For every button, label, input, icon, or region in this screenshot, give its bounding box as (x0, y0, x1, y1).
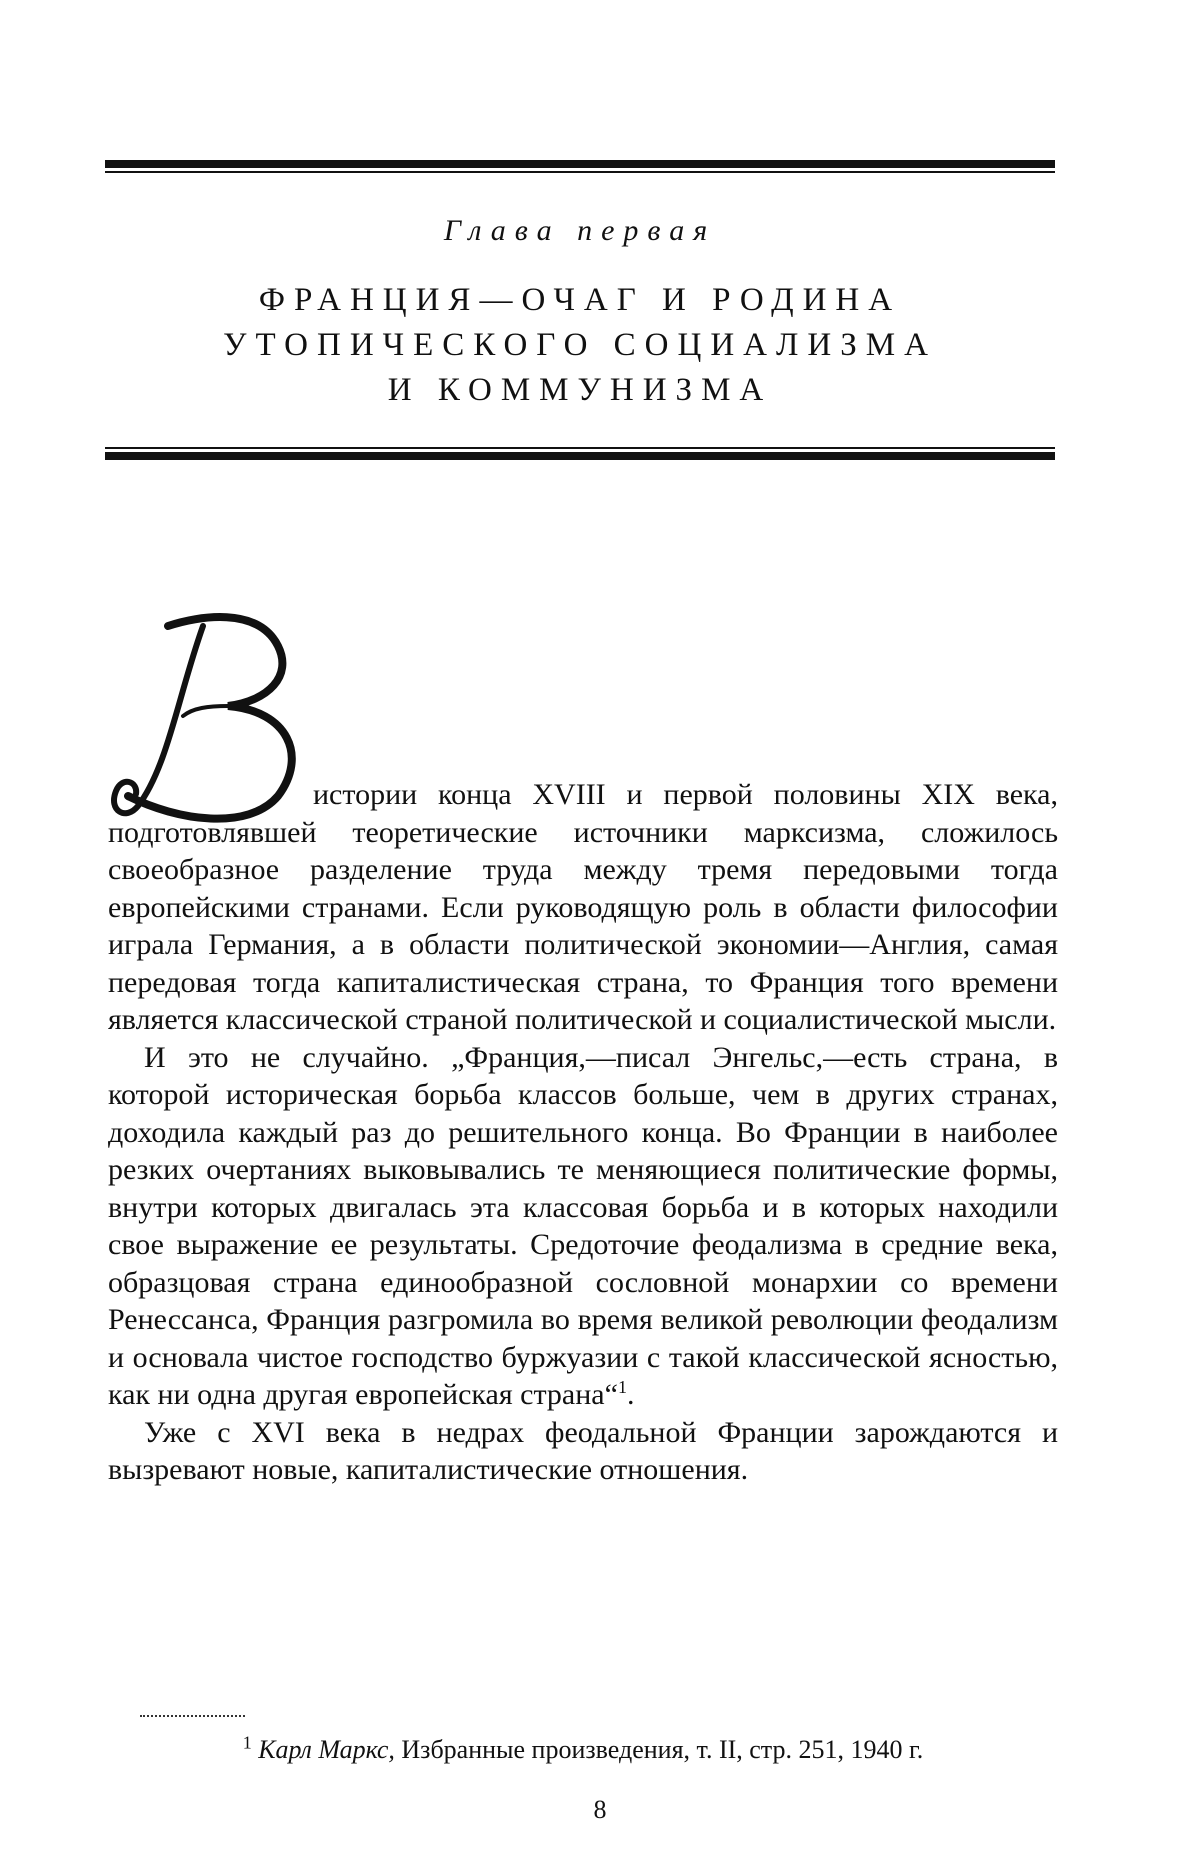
chapter-title-line-1: ФРАНЦИЯ—ОЧАГ И РОДИНА (258, 282, 902, 318)
chapter-title (105, 278, 1055, 413)
footnote (108, 1732, 1058, 1765)
footnote-separator (140, 1715, 245, 1718)
footnote-reference: 1 (617, 1377, 627, 1397)
body-text (108, 776, 1058, 1489)
paragraph-2-text: И это не случайно. „Франция,—писал Энгельс,—есть страна, в которой историческая борьба классов больше, чем в других странах, доходила каждый раз до решительного конца. Во Франции в наиболее резких очертаниях выковывались те меняющиеся политические формы, внутри которых двигалась эта классовая борьба и в которых находили свое выражение ее результаты. Средоточие феодализма в средние века, образцовая страна единообразной сословной монархии со времени Ренессанса, Франция разгромила во время великой революции феодализм и основала чистое господство буржуазии с такой классической ясностью, как ни одна другая европейская страна“ (108, 1040, 1058, 1411)
footnote-text: Избранные произведения, т. II, стр. 251, 1940 г. (394, 1735, 924, 1764)
paragraph-1: истории конца XVIII и первой половины XIX века, подготовлявшей теоретические источники марксизма, сложилось своеобразное разделение труда между тремя передовыми тогда европейскими странами. Если руководящую роль в области философии играла Германия, а в области политической экономии—Англия, самая передовая тогда капиталистическая страна, то Франция того времени является классической страной политической и социалистической мысли. (108, 778, 1058, 1036)
footnote-marker: 1 (242, 1732, 252, 1753)
page-number: 8 (593, 1795, 607, 1824)
bottom-decorative-rule (105, 447, 1055, 460)
chapter-title-line-2: УТОПИЧЕСКОГО СОЦИАЛИЗМА (223, 327, 937, 363)
paragraph-3: Уже с XVI века в недрах феодальной Франции зарождаются и вызревают новые, капиталистические отношения. (108, 1415, 1058, 1486)
chapter-title-line-3: И КОММУНИЗМА (387, 372, 773, 408)
chapter-label: Глава первая (443, 214, 717, 247)
footnote-author: Карл Маркс, (258, 1735, 395, 1764)
paragraph-2: И это не случайно. „Франция,—писал Энгельс,—есть страна, в которой историческая борьба классов больше, чем в других странах, доходила каждый раз до решительного конца. Во Франции в наиболее резких очертаниях выковывались те меняющиеся политические формы, внутри которых двигалась эта классовая борьба и в которых находили свое выражение ее результаты. Средоточие феодализма в средние века, образцовая страна единообразной сословной монархии со времени Ренессанса, Франция разгромила во время великой революции феодализм и основала чистое господство буржуазии с такой классической ясностью, как ни одна другая европейская страна“$^1$. (108, 1040, 1058, 1411)
top-decorative-rule (105, 160, 1055, 173)
